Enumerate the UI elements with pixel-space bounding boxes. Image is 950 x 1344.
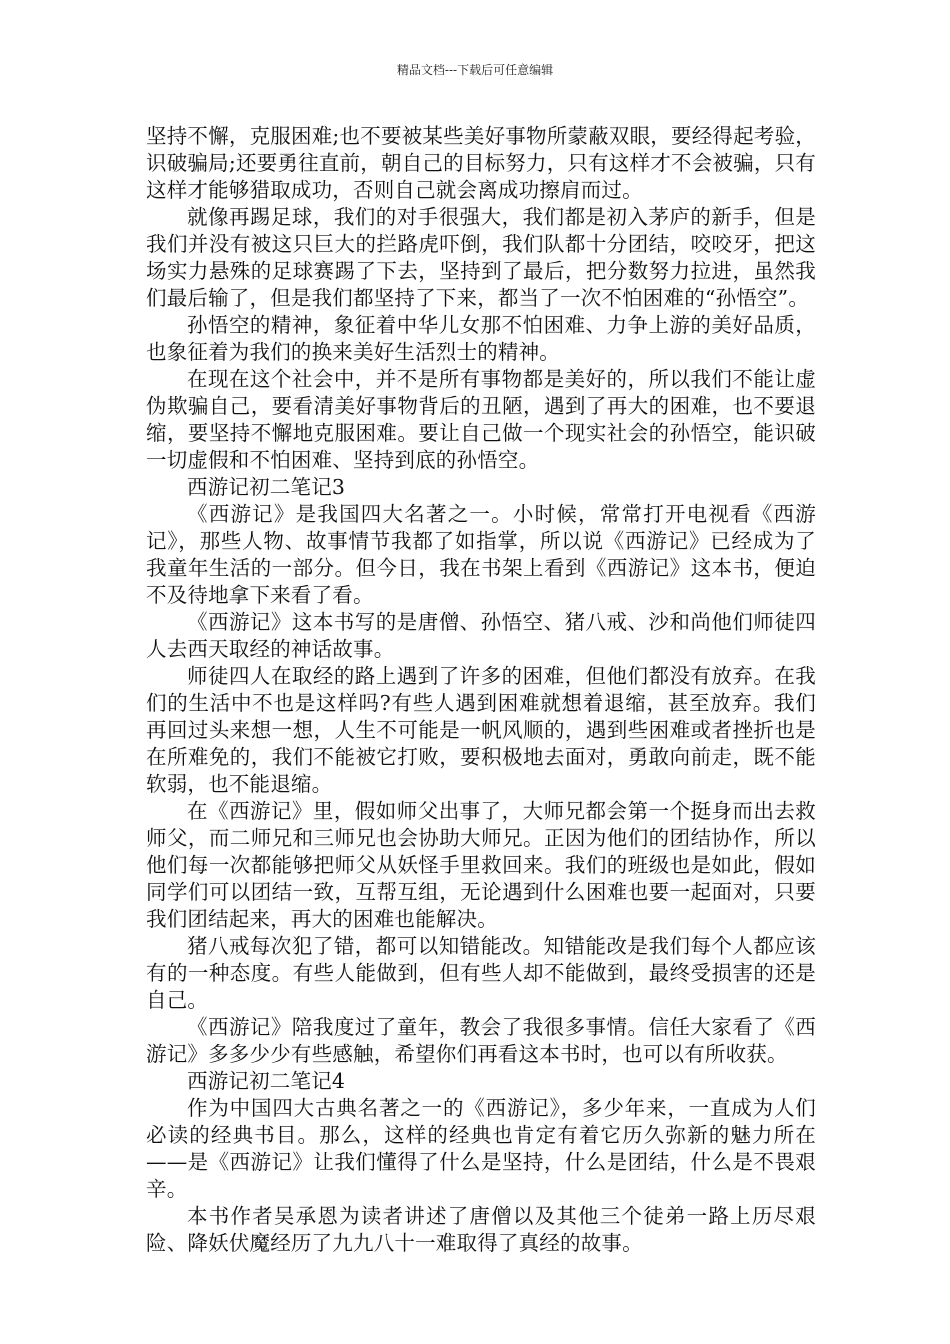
- paragraph: 《西游记》陪我度过了童年，教会了我很多事情。信任大家看了《西游记》多多少少有些感触，希望你们再看这本书时，也可以有所收获。: [146, 1015, 816, 1066]
- paragraph: 在《西游记》里，假如师父出事了，大师兄都会第一个挺身而出去救师父，而二师兄和三师兄也会协助大师兄。正因为他们的团结协作，所以他们每一次都能够把师父从妖怪手里救回来。我们的班级也是如此，假如同学们可以团结一致，互帮互组，无论遇到什么困难也要一起面对，只要我们团结起来，再大的困难也能解决。: [146, 799, 816, 931]
- paragraph: 猪八戒每次犯了错，都可以知错能改。知错能改是我们每个人都应该有的一种态度。有些人能做到，但有些人却不能做到，最终受损害的还是自己。: [146, 934, 816, 1012]
- page-header: 精品文档---下载后可任意编辑: [396, 63, 554, 77]
- paragraph: 师徒四人在取经的路上遇到了许多的困难，但他们都没有放弃。在我们的生活中不也是这样吗?有些人遇到困难就想着退缩，甚至放弃。我们再回过头来想一想，人生不可能是一帆风顺的，遇到些困难或者挫折也是在所难免的，我们不能被它打败，要积极地去面对，勇敢向前走，既不能软弱，也不能退缩。: [146, 664, 816, 796]
- paragraph: 《西游记》是我国四大名著之一。小时候，常常打开电视看《西游记》，那些人物、故事情节我都了如指掌，所以说《西游记》已经成为了我童年生活的一部分。但今日，我在书架上看到《西游记》这本书，便迫不及待地拿下来看了看。: [146, 502, 816, 607]
- paragraph: 就像再踢足球，我们的对手很强大，我们都是初入茅庐的新手，但是我们并没有被这只巨大的拦路虎吓倒，我们队都十分团结，咬咬牙，把这场实力悬殊的足球赛踢了下去，坚持到了最后，把分数努力拉进，虽然我们最后输了，但是我们都坚持了下来，都当了一次不怕困难的“孙悟空”。: [146, 205, 816, 310]
- paragraph: 在现在这个社会中，并不是所有事物都是美好的，所以我们不能让虚伪欺骗自己，要看清美好事物背后的丑陋，遇到了再大的困难，也不要退缩，要坚持不懈地克服困难。要让自己做一个现实社会的孙悟空，能识破一切虚假和不怕困难、坚持到底的孙悟空。: [146, 367, 816, 472]
- paragraph: 本书作者吴承恩为读者讲述了唐僧以及其他三个徒弟一路上历尽艰险、降妖伏魔经历了九九八十一难取得了真经的故事。: [146, 1204, 816, 1255]
- section-heading: 西游记初二笔记3: [187, 475, 346, 499]
- paragraph: 作为中国四大古典名著之一的《西游记》，多少年来，一直成为人们必读的经典书目。那么，这样的经典也肯定有着它历久弥新的魅力所在——是《西游记》让我们懂得了什么是坚持，什么是团结，什么是不畏艰辛。: [146, 1096, 816, 1201]
- document-body: [146, 123, 816, 1257]
- paragraph: 坚持不懈，克服困难;也不要被某些美好事物所蒙蔽双眼，要经得起考验，识破骗局;还要勇往直前，朝自己的目标努力，只有这样才不会被骗，只有这样才能够猎取成功，否则自己就会离成功擦肩而过。: [146, 124, 816, 202]
- paragraph: 孙悟空的精神，象征着中华儿女那不怕困难、力争上游的美好品质，也象征着为我们的换来美好生活烈士的精神。: [146, 313, 816, 364]
- section-heading: 西游记初二笔记4: [187, 1069, 346, 1093]
- paragraph: 《西游记》这本书写的是唐僧、孙悟空、猪八戒、沙和尚他们师徒四人去西天取经的神话故事。: [146, 610, 816, 661]
